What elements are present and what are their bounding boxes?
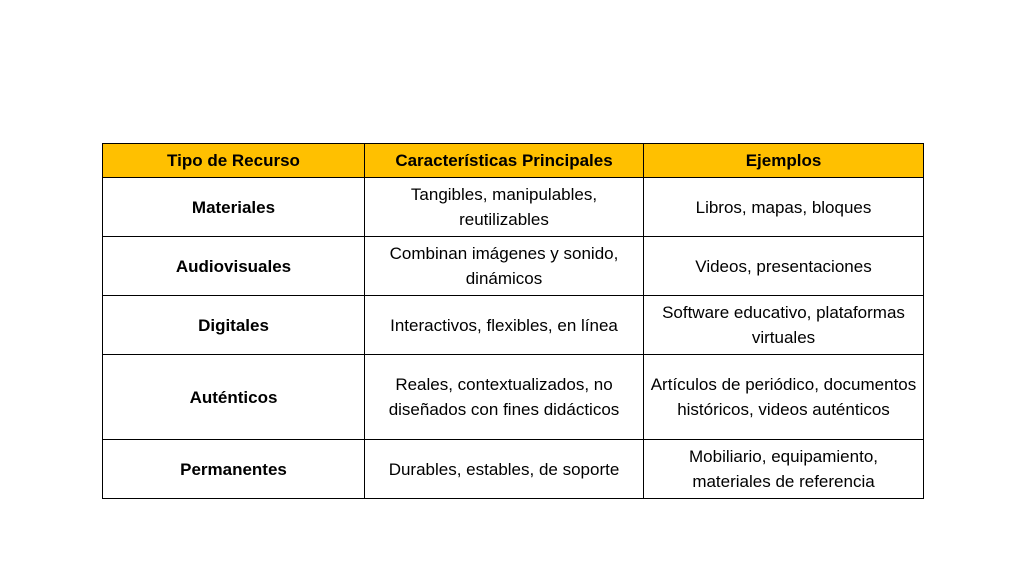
cell-type: Auténticos (103, 355, 365, 440)
cell-examples: Mobiliario, equipamiento, materiales de referencia (644, 440, 924, 499)
header-cell-type: Tipo de Recurso (103, 144, 365, 178)
cell-characteristics: Tangibles, manipulables, reutilizables (365, 178, 644, 237)
header-cell-characteristics: Características Principales (365, 144, 644, 178)
resources-table (102, 143, 924, 499)
cell-examples: Software educativo, plataformas virtuales (644, 296, 924, 355)
table-row (103, 296, 924, 355)
cell-type: Digitales (103, 296, 365, 355)
cell-examples: Videos, presentaciones (644, 237, 924, 296)
table-row (103, 355, 924, 440)
table-row (103, 440, 924, 499)
cell-examples: Artículos de periódico, documentos históricos, videos auténticos (644, 355, 924, 440)
cell-characteristics: Interactivos, flexibles, en línea (365, 296, 644, 355)
table-header (103, 144, 924, 178)
table-body (103, 178, 924, 499)
cell-characteristics: Combinan imágenes y sonido, dinámicos (365, 237, 644, 296)
table-row (103, 178, 924, 237)
cell-type: Materiales (103, 178, 365, 237)
cell-characteristics: Durables, estables, de soporte (365, 440, 644, 499)
cell-type: Permanentes (103, 440, 365, 499)
cell-type: Audiovisuales (103, 237, 365, 296)
table-row (103, 237, 924, 296)
header-row (103, 144, 924, 178)
header-cell-examples: Ejemplos (644, 144, 924, 178)
cell-characteristics: Reales, contextualizados, no diseñados con fines didácticos (365, 355, 644, 440)
cell-examples: Libros, mapas, bloques (644, 178, 924, 237)
